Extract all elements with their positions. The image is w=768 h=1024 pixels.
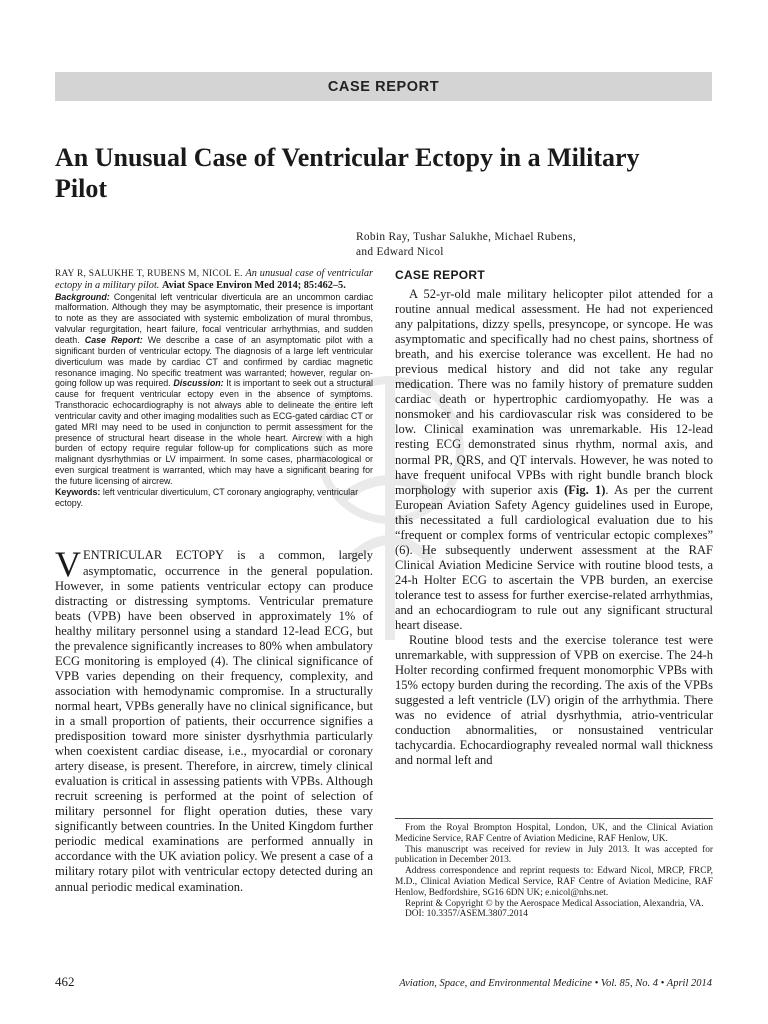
abstract [55,292,373,487]
abstract-discussion: It is important to seek out a structural cause for frequent ventricular ectopy even in the absence of symptoms. Transthoracic echocardiography is not always able to delineate the entire left ventricular cavity and other imaging modalities such as ECG-gated cardiac CT or gated MRI may need to be used in conjunction to permit assessment for the presence of structural heart disease in the whole heart. Aircrew with a high burden of ectopy require regular follow-up for complications such as more malignant dysrhythmias or LV impairment. In some cases, pharmacological or even surgical treatment is warranted, which may have a significant bearing for the future licensing of aircrew. [55,378,374,486]
footnotes [395,818,713,920]
author-list [356,230,696,260]
abstract-discussion-label: Discussion: [173,378,224,389]
abstract-case: We describe a case of an asymptomatic pilot with a significant burden of ventricular ectopy. The diagnosis of a large left ventricular diverticulum was made by cardiac CT and confirmed by cardiac magnetic resonance imaging. No specific treatment was warranted; however, regular on-going follow up was required. [55,334,373,389]
author-line: and Edward Nicol [356,246,444,258]
keywords [55,487,373,509]
abstract-background: Congenital left ventricular diverticula are an uncommon cardiac malformation. Although they may be asymptomatic, their presence is important to note as they are associated with systemic embolization of mural thrombus, valvular regurgitation, heart failure, focal ventricular arrhythmias, and sudden death. [55,291,374,345]
footnote: Reprint & Copyright © by the Aerospace Medical Association, Alexandria, VA. [405,898,704,909]
citation [55,268,373,292]
citation-journal: Aviat Space Environ Med 2014; 85:462–5. [161,280,346,292]
section-heading-case-report: CASE REPORT [395,268,485,282]
citation-title: An unusual case of ventricular ectopy in a military pilot. [55,268,373,292]
paragraph: Routine blood tests and the exercise tolerance test were unremarkable, with suppression of VPB on exercise. The 24-h Holter recording confirmed frequent monomorphic VPBs with 15% ectopy burden during the recording. The axis of the VPBs suggested a left ventricle (LV) origin of the arrhythmia. There was no evidence of atrial dysrhythmia, atrio-ventricular conduction abnormalities, or nonsustained ventricular tachycardia. Echocardiography revealed normal wall thickness and normal left and [395,633,713,768]
abstract-case-label: Case Report: [84,334,143,345]
intro-lead: ENTRICULAR ECTOPY [83,548,224,563]
citation-authors: RAY R, SALUKHE T, RUBENS M, NICOL E. [55,269,243,279]
intro-text: is a common, largely asymptomatic, occurrence in the general population. However, in some patients ventricular ectopy can produce distracting or distressing symptoms. Ventricular premature beats (VPB) have been observed in approximately 1% of healthy military personnel using a standard 12-lead ECG, but the prevalence significantly increases to 80% when ambulatory ECG monitoring is employed (4). The clinical significance of VPB varies depending on their frequency, complexity, and association with hemodynamic compromise. In a structurally normal heart, VPBs generally have no clinical significance, but in a small proportion of patients, their occurrence signifies a predisposition toward more sinister dysrhythmia particularly when coexistent cardiac disease, i.e., myocardial or coronary artery disease, is present. Therefore, in aircrew, timely clinical evaluation is critical in assessing patients with VPBs. Although recruit screening is performed at the point of selection of military personnel for flight operation duties, these vary significantly between countries. In the United Kingdom further periodic medical examinations are performed annually in accordance with the UK aviation policy. We present a case of a military rotary pilot with ventricular ectopy detected during an annual periodic medical examination. [55,548,373,894]
paragraph: A 52-yr-old male military helicopter pilot attended for a routine annual medical assessment. He had not experienced any palpitations, dizzy spells, presyncope, or syncope. He was asymptomatic and specifically had no chest pains, shortness of breath, and his exercise tolerance was excellent. He had no previous medical history and did not take any regular medication. There was no family history of premature sudden cardiac death or hypertrophic cardiomyopathy. He was a nonsmoker and his cardiovascular risk was considered to be low. Clinical examination was unremarkable. His 12-lead resting ECG demonstrated sinus rhythm, normal axis, and normal PR, QRS, and QT intervals. However, he was noted to have frequent unifocal VPBs with right bundle branch block morphology with superior axis (Fig. 1). As per the current European Aviation Safety Agency guidelines used in Europe, this necessitated a full cardiological evaluation due to his “frequent or complex forms of ventricular ectopic complexes” (6). He subsequently underwent assessment at the RAF Clinical Aviation Medicine Service with routine blood tests, a 24-h Holter ECG to ascertain the VPB burden, an exercise tolerance test to assess for further exercise-related arrhythmias, and an echocardiogram to rule out any significant structural heart disease. [395,287,713,633]
introduction-paragraph [55,544,373,894]
article-title: An Unusual Case of Ventricular Ectopy in a Military Pilot [55,143,640,203]
journal-reference: Aviation, Space, and Environmental Medicine • Vol. 85, No. 4 • April 2014 [399,978,712,989]
right-column [395,268,713,769]
footnote: From the Royal Brompton Hospital, London, UK, and the Clinical Aviation Medicine Service, RAF Centre of Aviation Medicine, RAF Henlow, UK. [395,823,713,844]
article-type-label: CASE REPORT [327,78,440,95]
author-line: Robin Ray, Tushar Salukhe, Michael Rubens, [356,231,577,243]
footnote: Address correspondence and reprint requests to: Edward Nicol, MRCP, FRCP, M.D., Clinical Aviation Medical Service, RAF Centre of Aviation Medicine, RAF Henlow, Bedfordshire, SG16 6DN UK; e.nicol@nhs.net. [395,866,713,898]
footnote: DOI: 10.3357/ASEM.3807.2014 [405,909,528,920]
drop-cap: V [55,544,81,585]
case-report-body [395,287,713,769]
page-footer [55,974,712,990]
left-column [55,268,373,895]
footnote: This manuscript was received for review in July 2013. It was accepted for publication in December 2013. [395,844,713,866]
figure-reference-link[interactable]: (Fig. 1) [564,482,606,497]
keywords-text: left ventricular diverticulum, CT coronary angiography, ventricular ectopy. [55,486,359,508]
keywords-label: Keywords: [55,486,101,497]
page-number: 462 [55,974,75,989]
article-type-banner [55,72,712,101]
abstract-background-label: Background: [55,291,110,302]
